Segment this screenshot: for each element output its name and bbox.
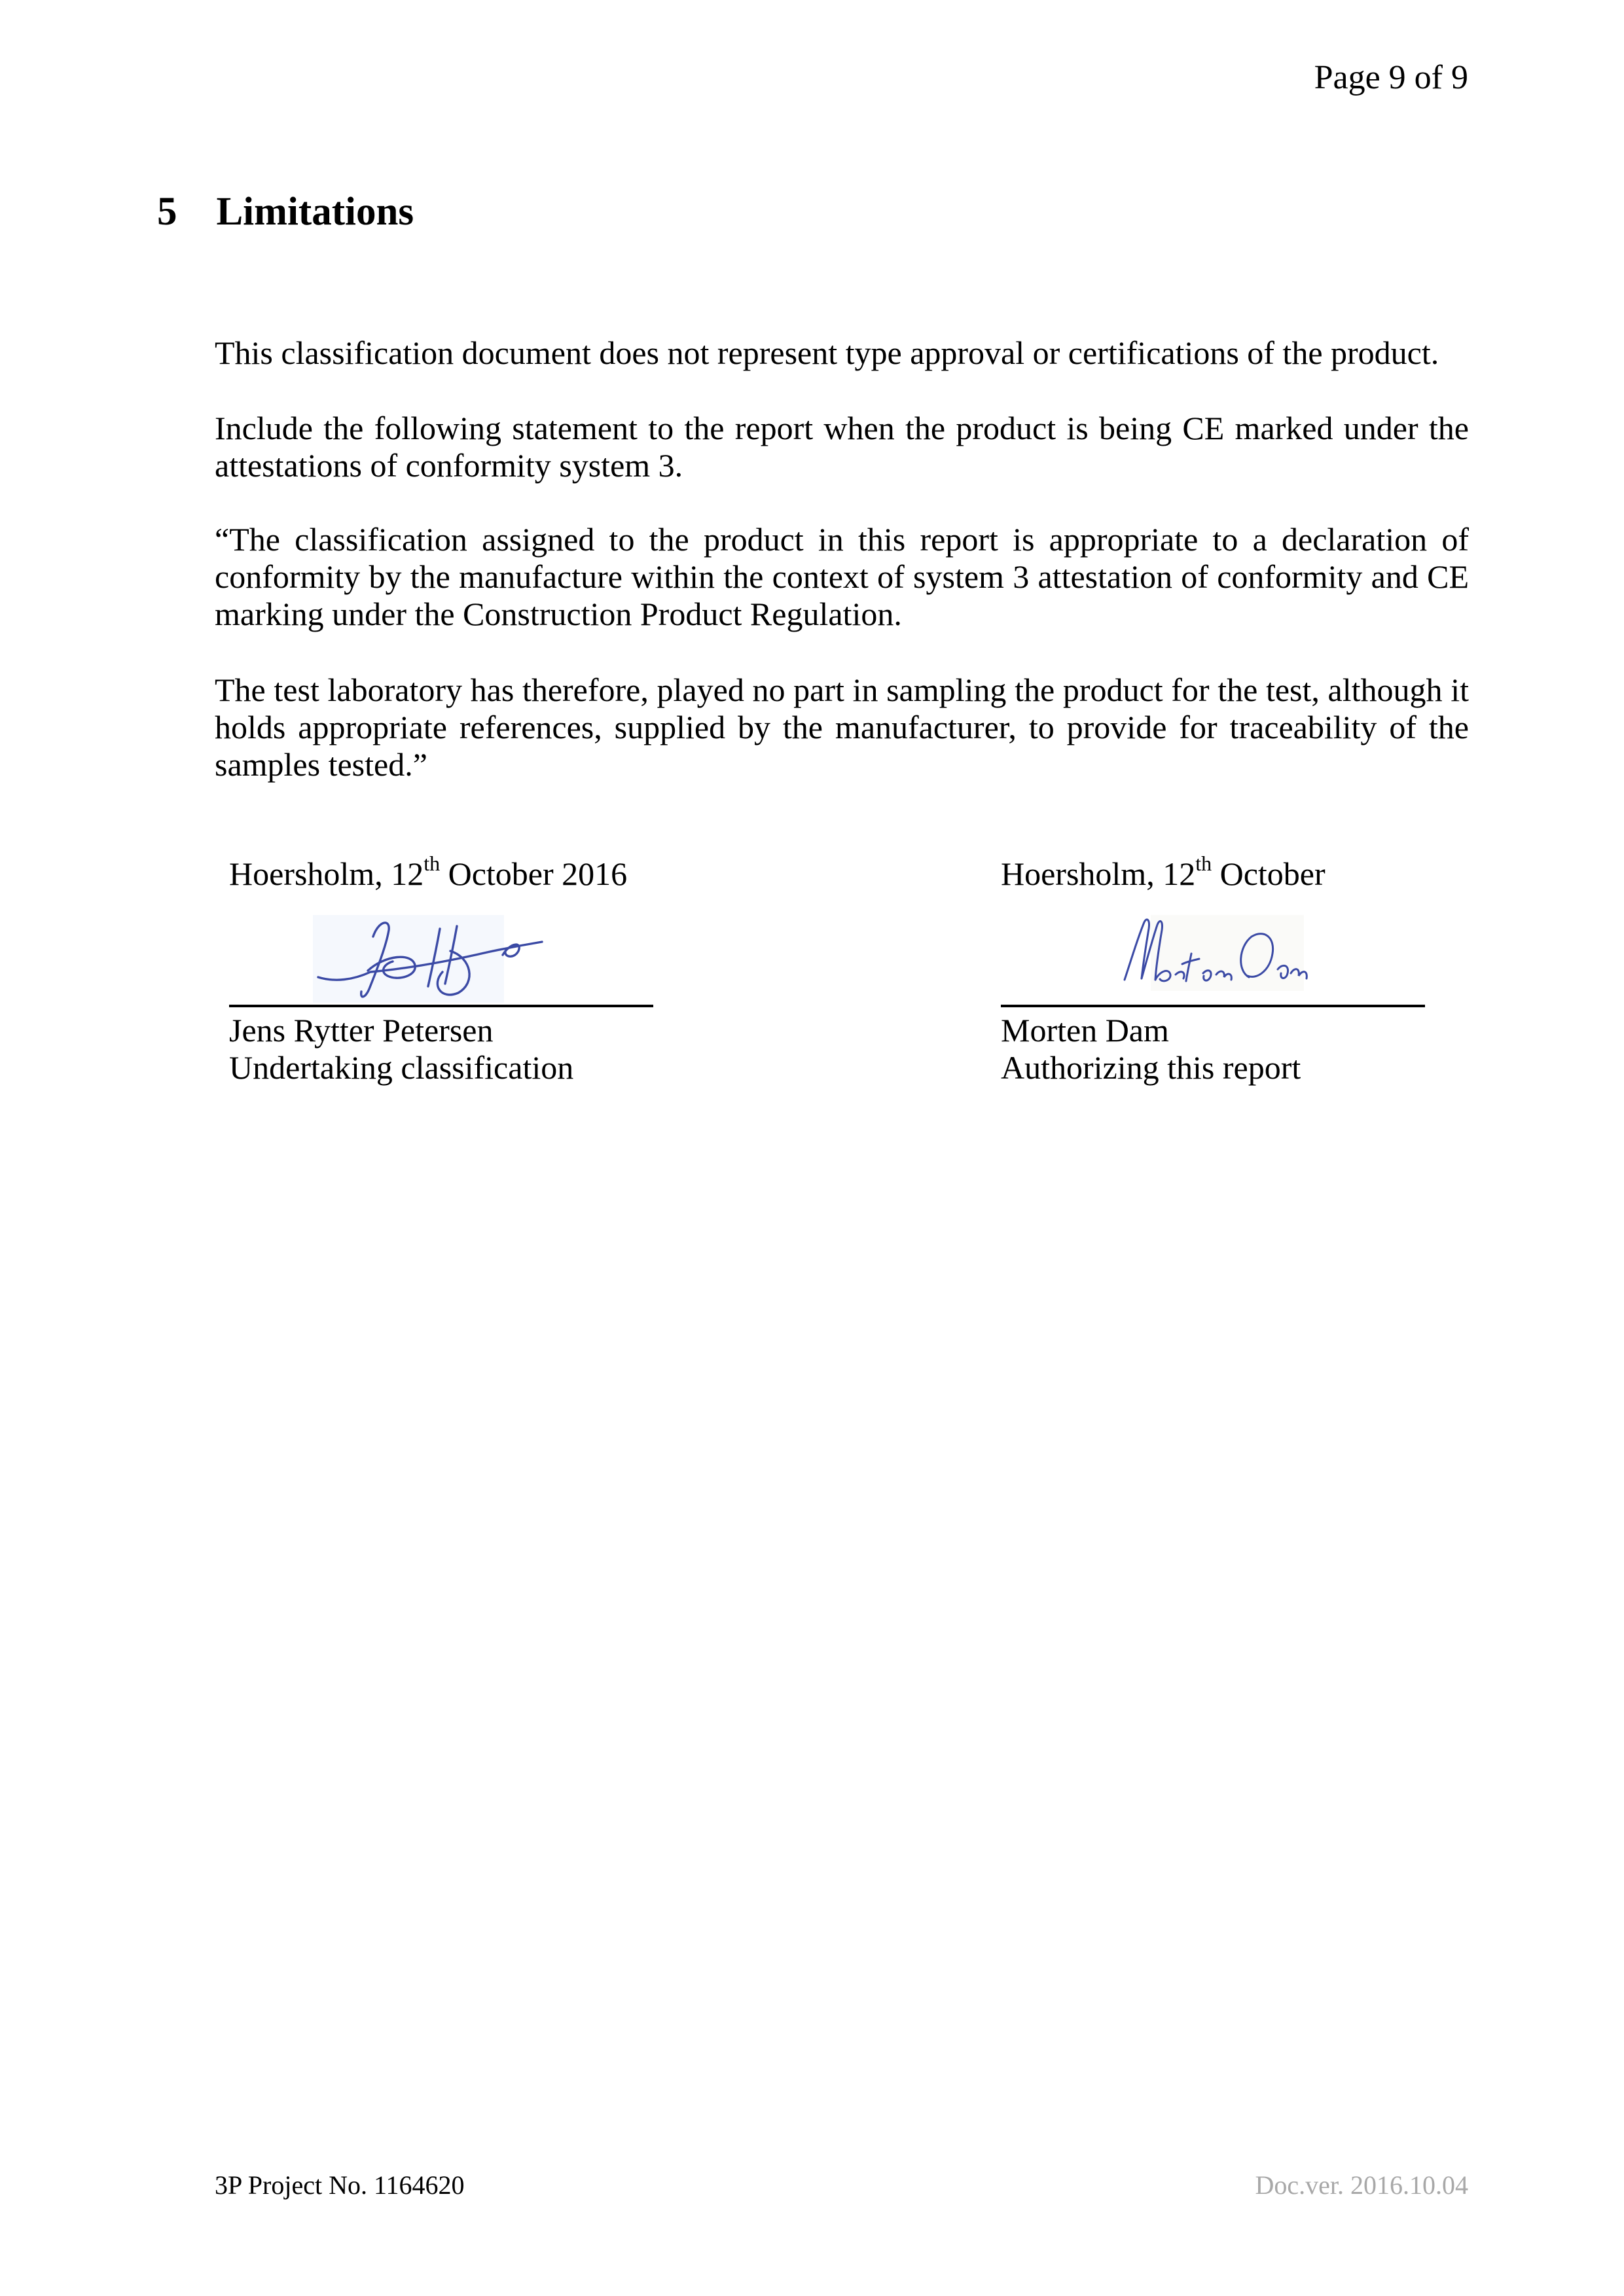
signatory-right-role: Authorizing this report [1001,1049,1301,1086]
footer-doc-version: Doc.ver. 2016.10.04 [1255,2170,1468,2200]
date-right-ordinal: th [1195,852,1212,875]
paragraph-no-type-approval: This classification document does not represent type approval or certifications of the product. [215,334,1439,371]
signature-line-right [1001,1005,1425,1007]
signature-line-left [229,1005,653,1007]
date-right-city: Hoersholm, 12 [1001,855,1196,892]
page-number-label: Page 9 of 9 [1314,59,1468,96]
signature-date-left [229,852,628,893]
paragraph-include-statement: Include the following statement to the report when the product is being CE marked under the attestations of conformity system 3. [215,410,1469,484]
date-right-month: October [1212,855,1326,892]
paragraph-test-laboratory: The test laboratory has therefore, played no part in sampling the product for the test, although it holds appropriate references, supplied by the manufacturer, to provide for traceability of the samples tested.” [215,672,1469,783]
handwritten-signature-jens-rytter-petersen [316,914,545,1003]
signatory-left-role: Undertaking classification [229,1049,574,1086]
signatory-right [1001,1012,1301,1086]
footer-project-number: 3P Project No. 1164620 [215,2170,465,2200]
section-title: Limitations [216,190,414,234]
section-heading [157,191,414,233]
signatory-left-name: Jens Rytter Petersen [229,1012,494,1049]
date-left-city: Hoersholm, 12 [229,855,424,892]
section-number: 5 [157,190,177,234]
date-left-month: October 2016 [440,855,628,892]
signatory-right-name: Morten Dam [1001,1012,1169,1049]
paragraph-classification-quote: “The classification assigned to the product in this report is appropriate to a declaration of conformity by the manufacture within the context of system 3 attestation of conformity and CE marking under the Construction Product Regulation. [215,521,1469,632]
signatory-left [229,1012,573,1086]
signature-date-right [1001,852,1326,893]
handwritten-signature-morten-dam [1121,915,1310,990]
date-left-ordinal: th [424,852,441,875]
